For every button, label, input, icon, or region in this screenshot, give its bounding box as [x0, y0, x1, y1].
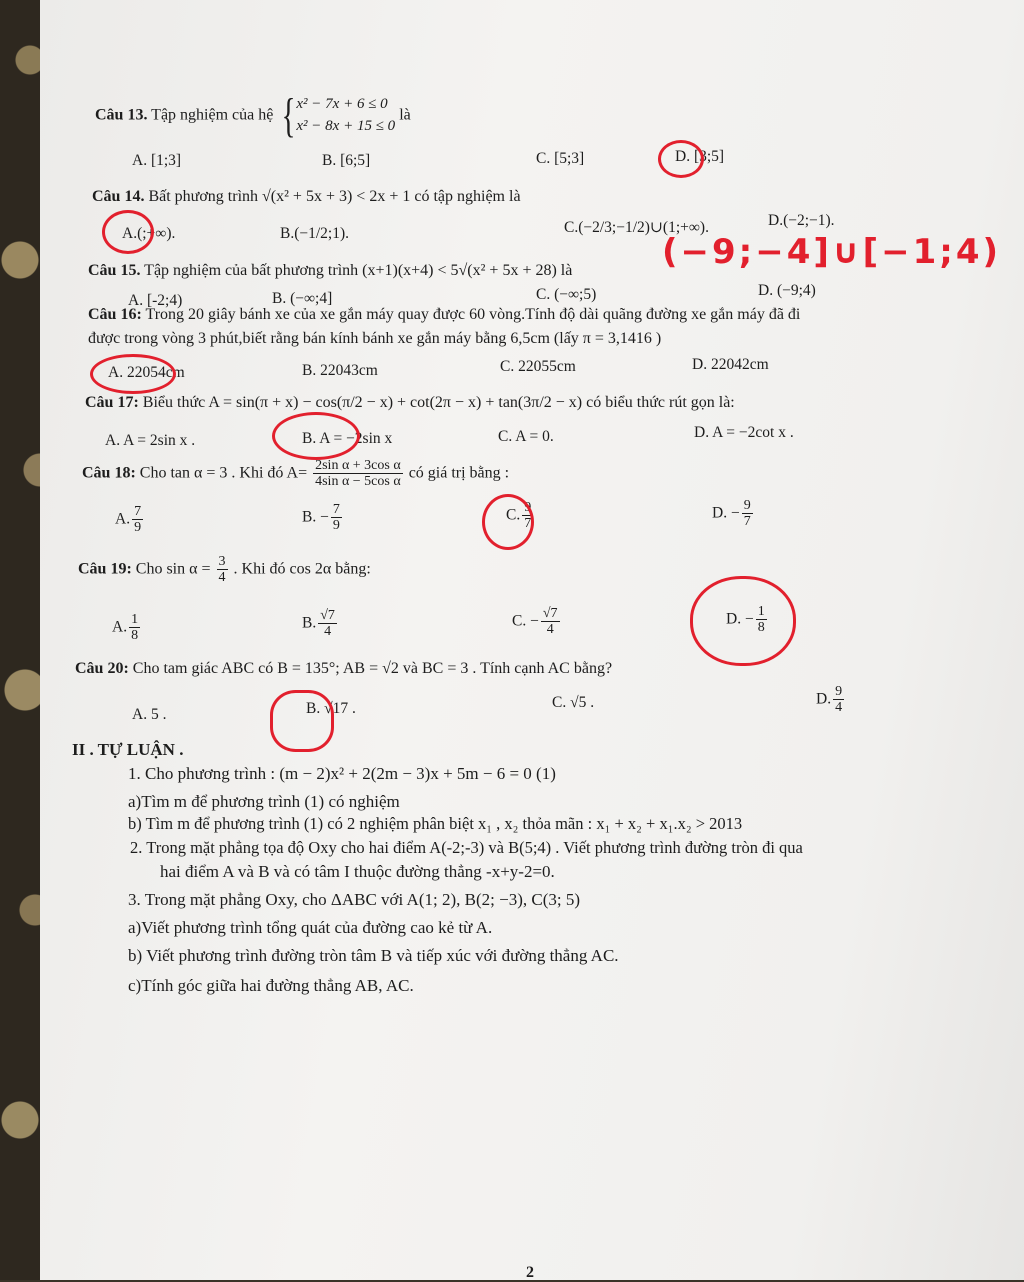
question-label: Câu 13. — [95, 106, 148, 124]
option-b: B. √17 . — [306, 700, 356, 717]
option-c: C. (−∞;5) — [536, 286, 597, 303]
question-text: Bất phương trình √(x² + 5x + 3) < 2x + 1 có tập nghiệm là — [148, 188, 521, 205]
option-b: B. (−∞;4] — [272, 290, 333, 307]
answer-circle — [270, 690, 334, 752]
option-a: A. A = 2sin x . — [105, 432, 196, 449]
essay-1b: b) Tìm m để phương trình (1) có 2 nghiệm phân biệt x₁ , x₂ thỏa mãn : x₁ + x₂ + x₁.x₂ > 2013 — [128, 814, 743, 833]
answer-circle — [690, 576, 796, 666]
question-14 — [92, 188, 521, 206]
option-d: D. 22042cm — [692, 356, 769, 373]
handwritten-answer: (−9;−4]∪[−1;4) — [662, 232, 1002, 272]
option-b: B. A = −2sin x — [302, 430, 393, 447]
option-c: C. A = 0. — [498, 428, 554, 445]
option-b: B. − $\frac{7}{9}$ — [302, 502, 340, 534]
question-text: Tập nghiệm của bất phương trình (x+1)(x+4) < 5√(x² + 5x + 28) là — [144, 262, 573, 279]
question-label: Câu 17: — [85, 394, 139, 411]
question-tail: . Khi đó cos 2α bằng: — [233, 560, 371, 578]
page-number: 2 — [526, 1264, 534, 1281]
question-19: Câu 19: Cho sin α = $\frac{3}{4}$ . Khi đó cos 2α bằng: — [78, 554, 371, 586]
essay-2-line2: hai điểm A và B và có tâm I thuộc đường thẳng -x+y-2=0. — [160, 862, 555, 881]
system-line-1: x² − 7x + 6 ≤ 0 — [296, 96, 388, 113]
option-d: D. [3;5] — [675, 148, 725, 165]
answer-circle — [90, 354, 176, 394]
option-c: C. 22055cm — [500, 358, 576, 375]
option-a: A. [-2;4) — [128, 292, 183, 309]
question-label: Câu 16: — [88, 306, 142, 323]
question-text: Tập nghiệm của hệ — [151, 106, 274, 124]
exam-paper — [40, 0, 1024, 1280]
option-c: C. √5 . — [552, 694, 595, 711]
question-tail: là — [399, 106, 411, 124]
option-d: D. − $\frac{1}{8}$ — [726, 604, 765, 636]
question-text: Cho tam giác ABC có B = 135°; AB = √2 và BC = 3 . Tính cạnh AC bằng? — [132, 660, 613, 677]
option-d: D. A = −2cot x . — [694, 424, 794, 441]
question-13 — [95, 89, 411, 142]
question-15 — [88, 262, 572, 280]
question-16 — [88, 306, 800, 324]
option-c: C.(−2/3;−1/2)∪(1;+∞). — [564, 219, 709, 236]
question-17 — [85, 394, 735, 412]
question-tail: có giá trị bằng : — [408, 464, 510, 482]
option-d: D. − $\frac{9}{7}$ — [712, 498, 751, 530]
essay-3c: c)Tính góc giữa hai đường thẳng AB, AC. — [128, 976, 414, 995]
option-b: B. $\frac{√7}{4}$ — [302, 608, 335, 640]
question-label: Câu 15. — [88, 262, 141, 279]
option-c: C. − $\frac{√7}{4}$ — [512, 606, 558, 638]
essay-3: 3. Trong mặt phẳng Oxy, cho ΔABC với A(1; 2), B(2; −3), C(3; 5) — [128, 890, 580, 909]
question-label: Câu 18: — [82, 464, 136, 482]
option-c: C. [5;3] — [536, 150, 585, 167]
essay-3b: b) Viết phương trình đường tròn tâm B và tiếp xúc với đường thẳng AC. — [128, 946, 619, 965]
answer-circle — [102, 210, 154, 254]
option-b: B. [6;5] — [322, 152, 371, 169]
option-c: C. $\frac{9}{7}$ — [506, 500, 532, 532]
question-text: Biểu thức A = sin(π + x) − cos(π/2 − x) + cot(2π − x) + tan(3π/2 − x) có biểu thức rút gọn là: — [142, 394, 735, 411]
question-16-line2: được trong vòng 3 phút,biết rằng bán kính bánh xe gắn máy bằng 6,5cm (lấy π = 3,1416 ) — [88, 330, 662, 347]
essay-1: 1. Cho phương trình : (m − 2)x² + 2(2m − 3)x + 5m − 6 = 0 (1) — [128, 764, 556, 783]
option-a: A. [1;3] — [132, 152, 182, 169]
answer-circle — [272, 412, 360, 460]
question-20 — [75, 660, 612, 678]
option-a: A. 5 . — [132, 706, 167, 723]
question-text: Cho sin α = — [135, 560, 211, 578]
system-line-2: x² − 8x + 15 ≤ 0 — [296, 118, 396, 134]
essay-1a: a)Tìm m để phương trình (1) có nghiệm — [128, 792, 400, 811]
question-text: Cho tan α = 3 . Khi đó A= — [139, 464, 308, 482]
section-heading: II . TỰ LUẬN . — [72, 740, 184, 759]
option-b: B. 22043cm — [302, 362, 378, 379]
question-label: Câu 14. — [92, 188, 145, 205]
option-d: D. $\frac{9}{4}$ — [816, 684, 843, 716]
option-a: A. 22054cm — [108, 364, 185, 381]
essay-2: 2. Trong mặt phẳng tọa độ Oxy cho hai điểm A(-2;-3) và B(5;4) . Viết phương trình đường tròn đi qua — [130, 838, 803, 857]
option-d: D. (−9;4) — [758, 282, 816, 299]
option-a: A. $\frac{1}{8}$ — [112, 612, 139, 644]
option-a: A. $\frac{7}{9}$ — [115, 504, 142, 536]
question-18 — [82, 458, 509, 490]
question-label: Câu 20: — [75, 660, 129, 677]
option-b: B.(−1/2;1). — [280, 225, 350, 242]
fraction-expression: $\frac{\text{2sin α + 3cos α}}{\text{4sin α − 5cos α}}$ — [315, 458, 401, 490]
answer-circle — [482, 494, 534, 550]
question-text-line1: Trong 20 giây bánh xe của xe gắn máy quay được 60 vòng.Tính độ dài quãng đường xe gắn máy đã đi — [145, 306, 801, 323]
equation-system: { x² − 7x + 6 ≤ 0 x² − 8x + 15 ≤ 0 — [281, 89, 396, 142]
question-label: Câu 19: — [78, 560, 132, 578]
option-d: D.(−2;−1). — [768, 212, 835, 229]
essay-3a: a)Viết phương trình tổng quát của đường cao kẻ từ A. — [128, 918, 493, 937]
answer-circle — [658, 140, 704, 178]
option-a: A.(;+∞). — [122, 225, 176, 242]
